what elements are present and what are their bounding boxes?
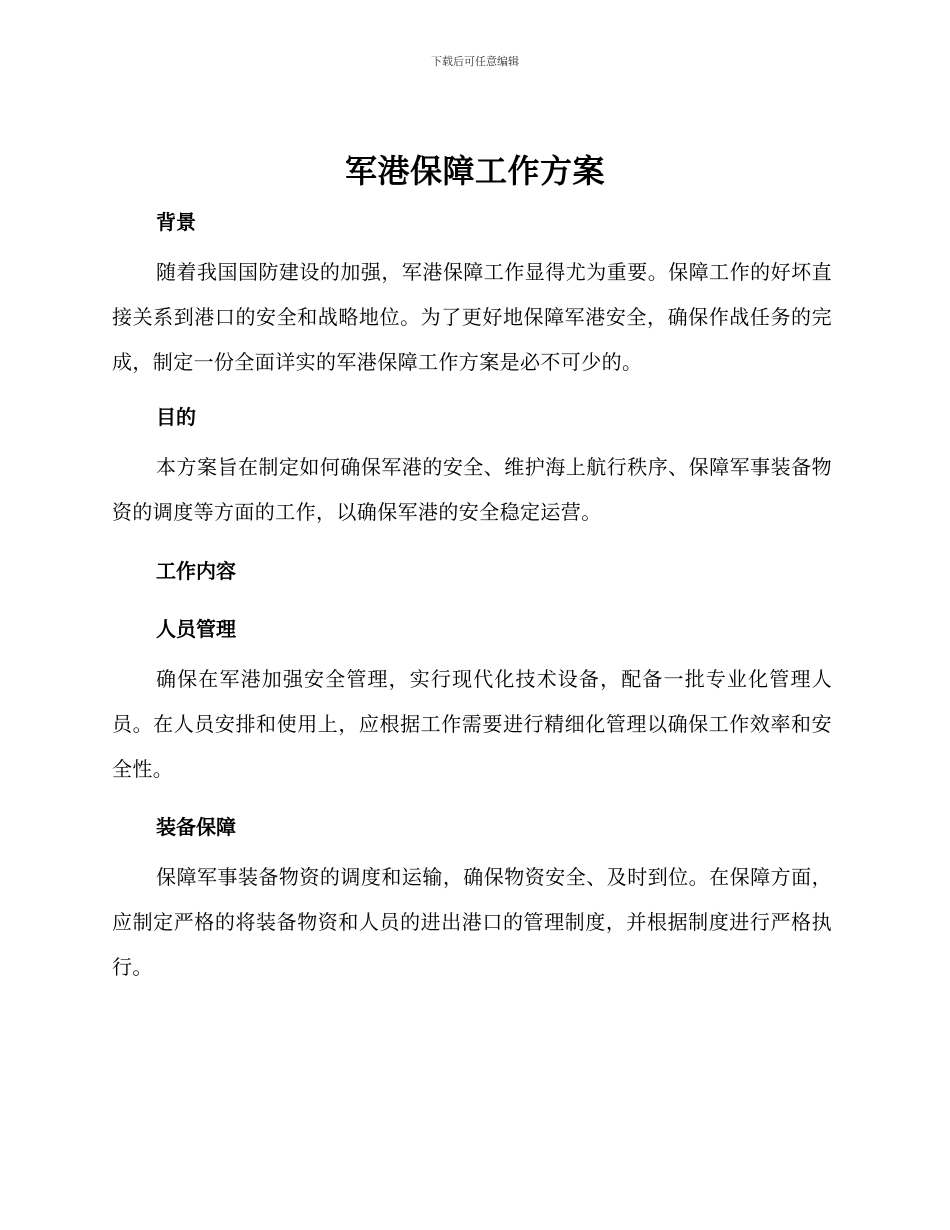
section-heading-work-content: 工作内容 — [156, 559, 236, 583]
section-heading-personnel: 人员管理 — [156, 617, 236, 641]
section-heading-background: 背景 — [156, 210, 196, 234]
section-heading-equipment: 装备保障 — [156, 815, 236, 839]
section-heading-purpose: 目的 — [156, 405, 196, 429]
document-body — [112, 200, 832, 990]
section-paragraph-personnel: 确保在军港加强安全管理，实行现代化技术设备，配备一批专业化管理人员。在人员安排和使用上，应根据工作需要进行精细化管理以确保工作效率和安全性。 — [112, 667, 832, 781]
section-paragraph-purpose: 本方案旨在制定如何确保军港的安全、维护海上航行秩序、保障军事装备物资的调度等方面的工作，以确保军港的安全稳定运营。 — [112, 455, 832, 524]
section-paragraph-equipment: 保障军事装备物资的调度和运输，确保物资安全、及时到位。在保障方面，应制定严格的将装备物资和人员的进出港口的管理制度，并根据制度进行严格执行。 — [112, 865, 832, 979]
page-header-note: 下载后可任意编辑 — [431, 55, 519, 68]
document-title: 军港保障工作方案 — [344, 152, 605, 190]
section-paragraph-background: 随着我国国防建设的加强，军港保障工作显得尤为重要。保障工作的好坏直接关系到港口的安全和战略地位。为了更好地保障军港安全，确保作战任务的完成，制定一份全面详实的军港保障工作方案是必不可少的。 — [112, 260, 832, 374]
